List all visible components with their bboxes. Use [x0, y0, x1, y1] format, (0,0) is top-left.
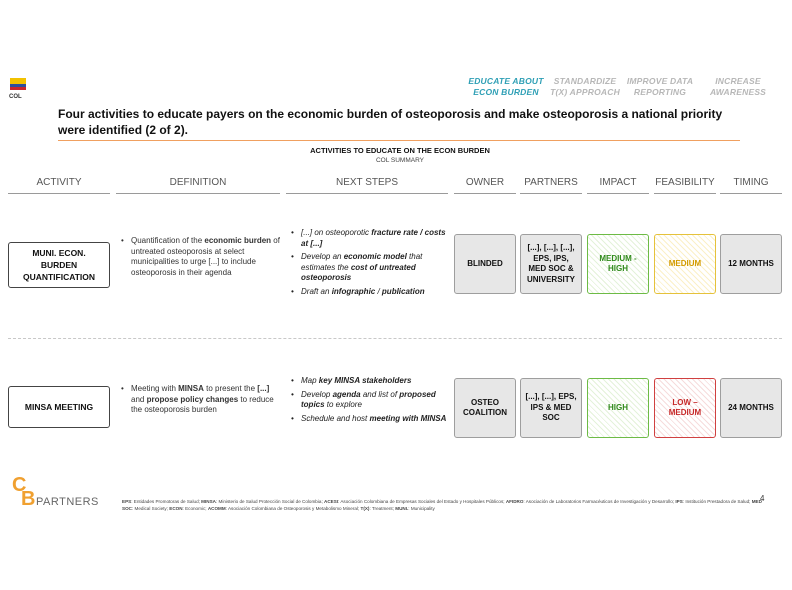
next-steps-minsa-meeting	[290, 376, 450, 427]
nav-increase-awareness[interactable]: INCREASE AWARENESS	[709, 76, 767, 97]
activity-label-minsa-meeting: MINSA MEETING	[8, 386, 110, 428]
col-header-partners: PARTNERS	[520, 176, 582, 194]
impact-rating: HIGH	[587, 378, 649, 438]
definition-muni-econ-burden	[120, 236, 280, 281]
row-divider	[8, 338, 782, 339]
timing-cell: 12 MONTHS	[720, 234, 782, 294]
col-header-activity: ACTIVITY	[8, 176, 110, 194]
col-header-feasibility: FEASIBILITY	[654, 176, 716, 194]
partners-cell: [...], [...], [...], EPS, IPS, MED SOC & UNIVERSITY	[520, 234, 582, 294]
list-item: • [...] on osteoporotic fracture rate / costs at [...]	[290, 228, 450, 249]
list-item: • Meeting with MINSA to present the [...] and propose policy changes to reduce the osteoporosis burden	[120, 384, 280, 416]
activity-label-muni-econ-burden: MUNI. ECON. BURDEN QUANTIFICATION	[8, 242, 110, 288]
timing-cell: 24 MONTHS	[720, 378, 782, 438]
title-divider	[58, 140, 740, 141]
col-header-next-steps: NEXT STEPS	[286, 176, 448, 194]
list-item: • Develop agenda and list of proposed topics to explore	[290, 390, 450, 411]
footnote: EPS: Entidades Promotoras de Salud; MINSA: Ministerio de Salud Protección Social de Colombia; ACESI: Asociación Colombiana de Empresas Sociales del Estado y Hospitales Públicos; AFIDRO: Asociación de Laboratorios Farmacéuticos de Investigación y Desarrollo; IPS: Institución Prestadora de Salud; MED SOC: Medical Society; ECON: Economic; ACOMM: Asociación Colombiana de Osteoporosis y Metabolismo Mineral; T(X): Treatment; MUNI.: Municipality	[122, 499, 762, 511]
next-steps-muni-econ-burden	[290, 228, 450, 300]
col-header-definition: DEFINITION	[116, 176, 280, 194]
impact-rating: MEDIUM - HIGH	[587, 234, 649, 294]
page-title: Four activities to educate payers on the economic burden of osteoporosis and make osteoporosis a national priority were identified (2 of 2).	[58, 107, 723, 137]
country-label: COL	[9, 94, 22, 100]
col-header-impact: IMPACT	[587, 176, 649, 194]
partners-cell: [...], [...], EPS, IPS & MED SOC	[520, 378, 582, 438]
feasibility-rating: LOW – MEDIUM	[654, 378, 716, 438]
nav-standardize-tx[interactable]: STANDARDIZE T(X) APPROACH	[550, 76, 620, 97]
col-header-timing: TIMING	[720, 176, 782, 194]
list-item: • Quantification of the economic burden of untreated osteoporosis at select municipalities to urge [...] to include osteoporosis in their agenda	[120, 236, 280, 278]
nav-educate-econ-burden[interactable]: EDUCATE ABOUT ECON BURDEN	[468, 76, 544, 97]
owner-cell: BLINDED	[454, 234, 516, 294]
col-header-owner: OWNER	[454, 176, 516, 194]
list-item: • Map key MINSA stakeholders	[290, 376, 450, 387]
owner-cell: OSTEO COALITION	[454, 378, 516, 438]
list-item: • Schedule and host meeting with MINSA	[290, 414, 450, 425]
section-title: ACTIVITIES TO EDUCATE ON THE ECON BURDEN	[310, 146, 490, 155]
definition-minsa-meeting	[120, 384, 280, 419]
page-number: 4	[760, 494, 765, 503]
list-item: • Draft an infographic / publication	[290, 287, 450, 298]
feasibility-rating: MEDIUM	[654, 234, 716, 294]
section-subtitle: COL SUMMARY	[375, 157, 425, 164]
nav-improve-data-reporting[interactable]: IMPROVE DATA REPORTING	[626, 76, 694, 97]
list-item: • Develop an economic model that estimates the cost of untreated osteoporosis	[290, 252, 450, 284]
